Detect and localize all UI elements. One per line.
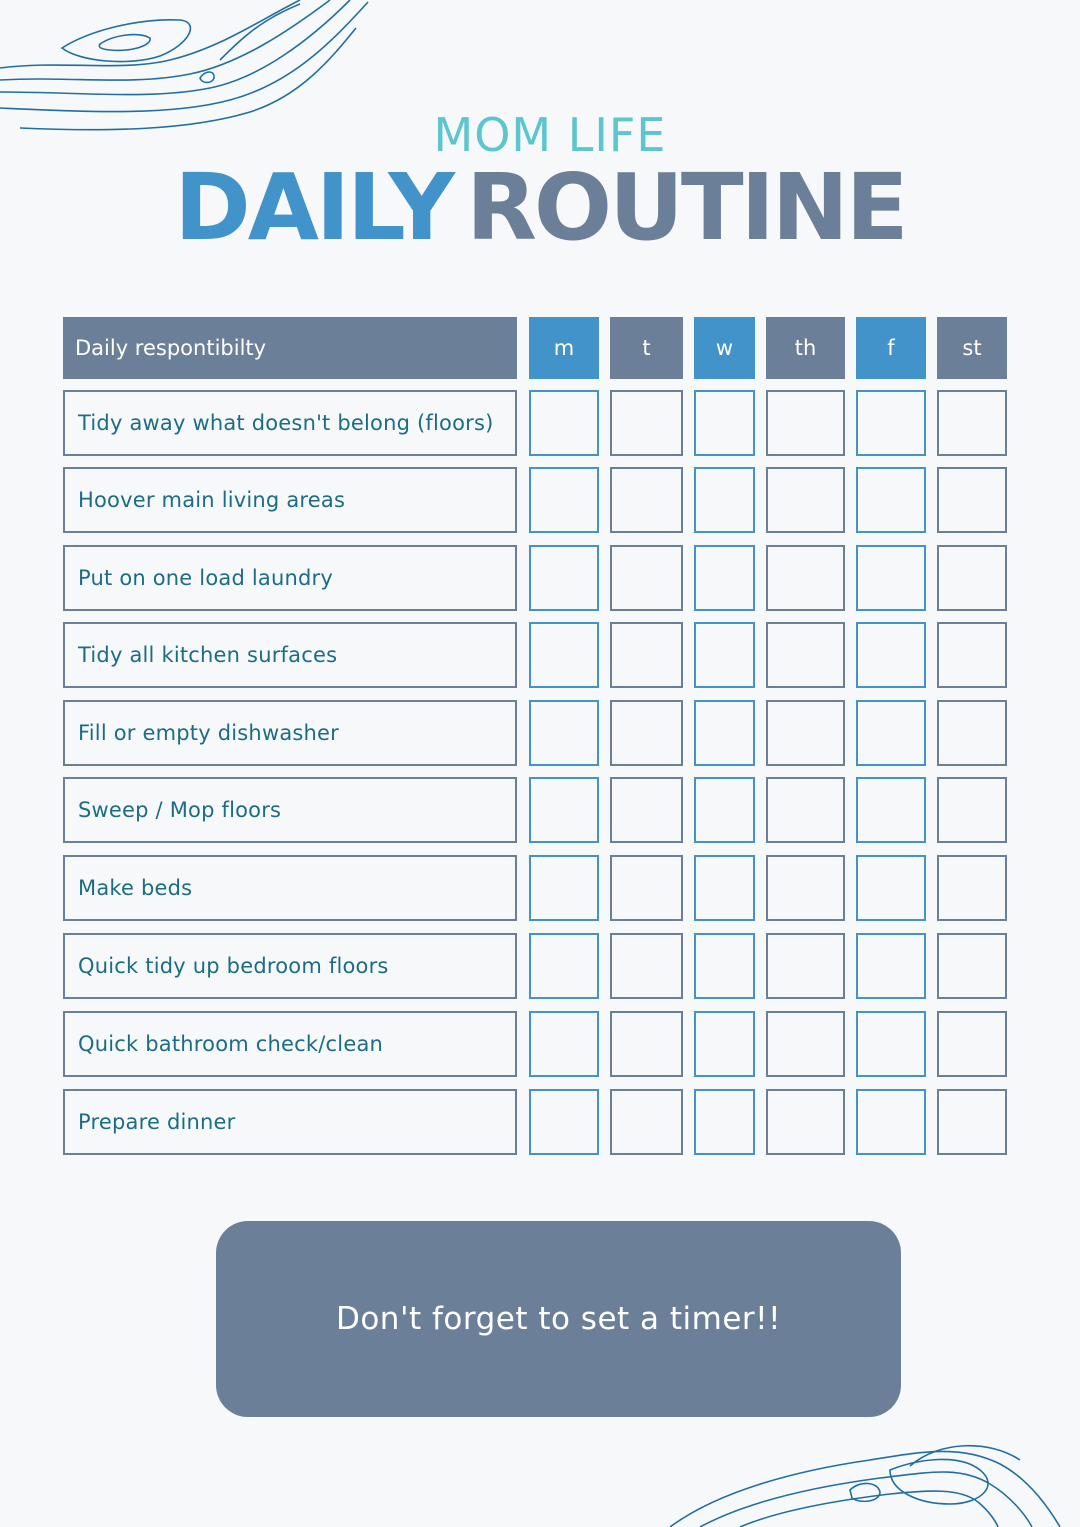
checkbox-wednesday[interactable] [694, 545, 755, 611]
checkbox-friday[interactable] [856, 545, 926, 611]
checkbox-friday[interactable] [856, 622, 926, 688]
checkbox-thursday[interactable] [766, 545, 845, 611]
task-text: Make beds [78, 876, 193, 900]
checkbox-friday[interactable] [856, 390, 926, 456]
column-header-wednesday: w [694, 317, 755, 379]
checkbox-saturday[interactable] [937, 390, 1007, 456]
task-row-label [63, 700, 517, 766]
task-text: Tidy all kitchen surfaces [78, 643, 338, 667]
task-row-label [63, 777, 517, 843]
task-row-label [63, 933, 517, 999]
task-row-label [63, 467, 517, 533]
checkbox-thursday[interactable] [766, 855, 845, 921]
checkbox-monday[interactable] [529, 622, 599, 688]
column-header-monday: m [529, 317, 599, 379]
checkbox-monday[interactable] [529, 390, 599, 456]
checkbox-wednesday[interactable] [694, 700, 755, 766]
task-row-label [63, 855, 517, 921]
checkbox-monday[interactable] [529, 545, 599, 611]
checkbox-saturday[interactable] [937, 855, 1007, 921]
checkbox-wednesday[interactable] [694, 467, 755, 533]
checkbox-tuesday[interactable] [610, 1011, 683, 1077]
checkbox-thursday[interactable] [766, 390, 845, 456]
reminder-banner [216, 1221, 901, 1417]
checkbox-monday[interactable] [529, 777, 599, 843]
checkbox-tuesday[interactable] [610, 777, 683, 843]
checkbox-tuesday[interactable] [610, 545, 683, 611]
task-row-label [63, 390, 517, 456]
checkbox-friday[interactable] [856, 1089, 926, 1155]
checkbox-tuesday[interactable] [610, 467, 683, 533]
checkbox-saturday[interactable] [937, 545, 1007, 611]
checkbox-saturday[interactable] [937, 622, 1007, 688]
page-title [0, 154, 1080, 261]
column-header-tuesday: t [610, 317, 683, 379]
column-header-task: Daily respontibilty [63, 317, 517, 379]
checkbox-wednesday[interactable] [694, 855, 755, 921]
checkbox-wednesday[interactable] [694, 777, 755, 843]
task-row-label [63, 545, 517, 611]
column-header-thursday: th [766, 317, 845, 379]
title-daily: DAILY [174, 154, 453, 261]
checkbox-saturday[interactable] [937, 777, 1007, 843]
checkbox-thursday[interactable] [766, 700, 845, 766]
checkbox-saturday[interactable] [937, 1089, 1007, 1155]
checkbox-tuesday[interactable] [610, 700, 683, 766]
checkbox-wednesday[interactable] [694, 1011, 755, 1077]
checkbox-friday[interactable] [856, 777, 926, 843]
checkbox-tuesday[interactable] [610, 855, 683, 921]
checkbox-monday[interactable] [529, 933, 599, 999]
reminder-text: Don't forget to set a timer!! [335, 1301, 782, 1337]
checkbox-wednesday[interactable] [694, 390, 755, 456]
checkbox-friday[interactable] [856, 700, 926, 766]
checkbox-saturday[interactable] [937, 467, 1007, 533]
column-header-saturday: st [937, 317, 1007, 379]
checkbox-friday[interactable] [856, 933, 926, 999]
checkbox-thursday[interactable] [766, 1089, 845, 1155]
task-row-label [63, 622, 517, 688]
checkbox-tuesday[interactable] [610, 390, 683, 456]
checkbox-friday[interactable] [856, 855, 926, 921]
task-row-label [63, 1089, 517, 1155]
checkbox-thursday[interactable] [766, 777, 845, 843]
checkbox-monday[interactable] [529, 1089, 599, 1155]
checkbox-tuesday[interactable] [610, 1089, 683, 1155]
title-routine: ROUTINE [466, 154, 906, 261]
checkbox-friday[interactable] [856, 467, 926, 533]
checkbox-thursday[interactable] [766, 622, 845, 688]
checkbox-monday[interactable] [529, 855, 599, 921]
checkbox-wednesday[interactable] [694, 622, 755, 688]
checkbox-friday[interactable] [856, 1011, 926, 1077]
task-text: Fill or empty dishwasher [78, 721, 339, 745]
checkbox-saturday[interactable] [937, 1011, 1007, 1077]
checkbox-thursday[interactable] [766, 933, 845, 999]
task-text: Prepare dinner [78, 1110, 236, 1134]
checkbox-tuesday[interactable] [610, 622, 683, 688]
task-text: Sweep / Mop floors [78, 798, 282, 822]
checkbox-saturday[interactable] [937, 933, 1007, 999]
checkbox-wednesday[interactable] [694, 1089, 755, 1155]
checkbox-saturday[interactable] [937, 700, 1007, 766]
column-header-friday: f [856, 317, 926, 379]
checkbox-monday[interactable] [529, 700, 599, 766]
task-row-label [63, 1011, 517, 1077]
task-text: Tidy away what doesn't belong (floors) [78, 411, 494, 435]
checkbox-tuesday[interactable] [610, 933, 683, 999]
checkbox-thursday[interactable] [766, 1011, 845, 1077]
task-text: Put on one load laundry [78, 566, 333, 590]
task-text: Quick tidy up bedroom floors [78, 954, 389, 978]
topographic-lines-decoration-bottom [660, 1430, 1080, 1527]
task-text: Hoover main living areas [78, 488, 346, 512]
checkbox-wednesday[interactable] [694, 933, 755, 999]
checkbox-monday[interactable] [529, 1011, 599, 1077]
checkbox-monday[interactable] [529, 467, 599, 533]
checkbox-thursday[interactable] [766, 467, 845, 533]
task-text: Quick bathroom check/clean [78, 1032, 384, 1056]
subtitle-mom-life: MOM LIFE [433, 108, 667, 162]
